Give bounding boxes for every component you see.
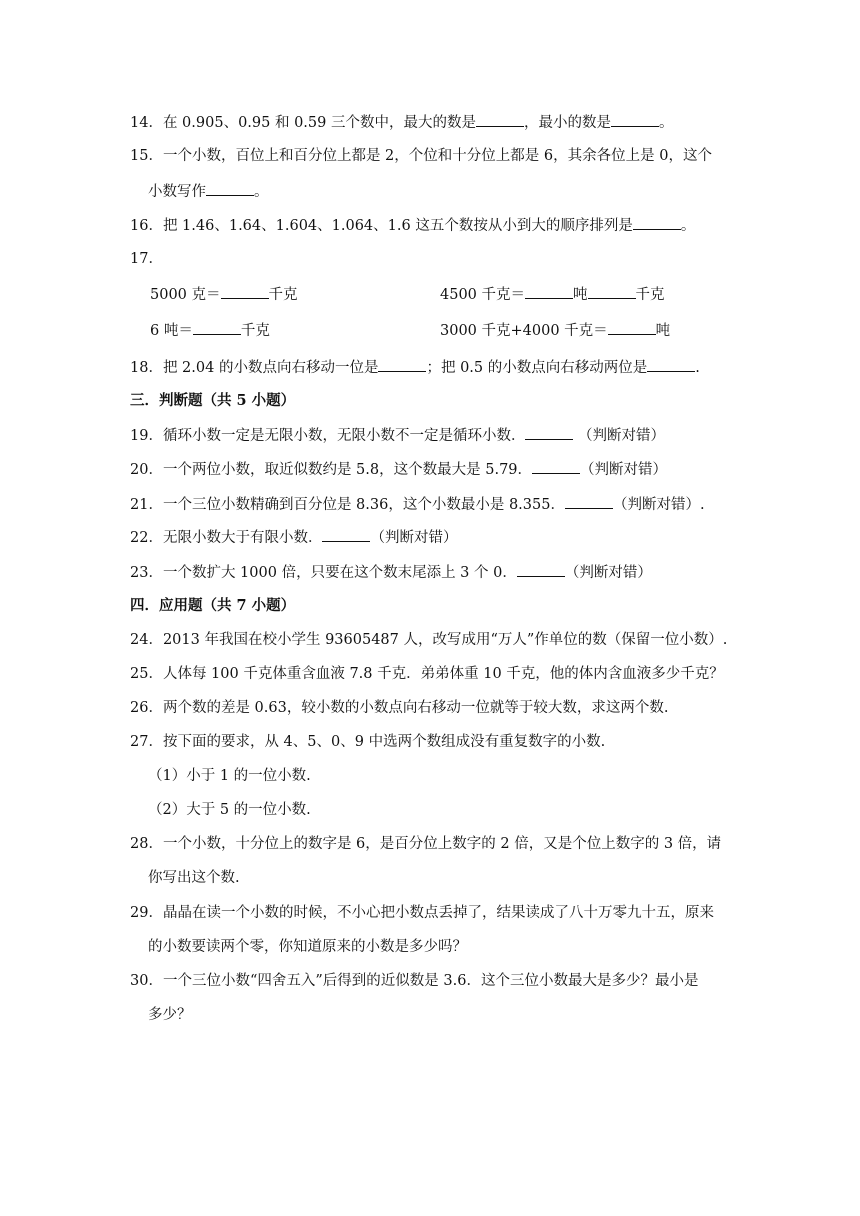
- question-20: [130, 459, 667, 480]
- question-26: [130, 698, 668, 718]
- answer-blank[interactable]: [206, 181, 254, 196]
- question-14: [130, 112, 673, 133]
- question-text: 在 0.905、0.95 和 0.59 三个数中，最大的数是: [162, 115, 476, 131]
- question-number: 27．: [130, 734, 163, 750]
- question-text: 两个数的差是 0.63，较小数的小数点向右移动一位就等于较大数，求这两个数.: [162, 700, 669, 716]
- question-text: 人体每 100 千克体重含血液 7.8 千克．弟弟体重 10 千克，他的体内含血液多少千克？: [162, 666, 724, 682]
- answer-blank[interactable]: [611, 112, 659, 127]
- question-number: 19．: [130, 428, 163, 444]
- answer-blank[interactable]: [221, 284, 269, 299]
- answer-blank[interactable]: [608, 320, 656, 335]
- question-number: 26．: [130, 700, 163, 716]
- question-24: [130, 630, 727, 650]
- answer-blank[interactable]: [532, 459, 580, 474]
- question-19: [130, 425, 665, 446]
- question-number: 23．: [130, 565, 163, 581]
- question-text: 一个三位小数精确到百分位是 8.36，这个小数最小是 8.355．: [162, 497, 565, 513]
- question-number: 24．: [130, 632, 163, 648]
- conversion-text: 4500 千克＝: [440, 287, 526, 303]
- section-heading-4: 四．应用题（共 7 小题）: [130, 597, 296, 614]
- question-number: 14．: [130, 115, 163, 131]
- answer-blank[interactable]: [322, 527, 370, 542]
- conversion-item: [150, 320, 270, 341]
- question-25: [130, 664, 724, 684]
- question-text: 把 1.46、1.64、1.604、1.064、1.6 这五个数按从小到大的顺序排列是: [162, 218, 633, 234]
- question-text: 2013 年我国在校小学生 93605487 人，改写成用“万人”作单位的数（保留一位小数）.: [162, 632, 728, 648]
- question-15-continued: [148, 181, 269, 202]
- question-hint: （判断对错）: [573, 428, 666, 444]
- conversion-text: 6 吨＝: [150, 323, 193, 339]
- question-number: 30．: [130, 973, 163, 989]
- question-number: 20．: [130, 462, 163, 478]
- question-17: [130, 249, 163, 269]
- question-number: 22．: [130, 530, 163, 546]
- question-18: [130, 357, 700, 378]
- question-text: 一个三位小数“四舍五入”后得到的近似数是 3.6．这个三位小数最大是多少？最小是: [162, 973, 699, 989]
- conversion-item: [150, 284, 298, 305]
- question-number: 29．: [130, 905, 163, 921]
- question-29-continued: 的小数要读两个零，你知道原来的小数是多少吗？: [148, 939, 467, 955]
- question-hint: （判断对错）: [370, 530, 458, 546]
- question-30-continued: 多少？: [148, 1007, 192, 1023]
- conversion-text: 5000 克＝: [150, 287, 221, 303]
- question-number: 15．: [130, 148, 163, 164]
- question-hint: （判断对错）: [580, 462, 668, 478]
- answer-blank[interactable]: [647, 357, 695, 372]
- question-27-part-1: （1）小于 1 的一位小数.: [148, 768, 311, 784]
- question-text: 把 2.04 的小数点向右移动一位是: [162, 360, 379, 376]
- question-text: 一个小数，十分位上的数字是 6，是百分位上数字的 2 倍，又是个位上数字的 3 倍，请: [162, 836, 722, 852]
- conversion-unit: 千克: [268, 287, 298, 303]
- question-text: ，最小的数是: [523, 115, 611, 131]
- question-text: 无限小数大于有限小数．: [162, 530, 323, 546]
- question-hint: （判断对错）: [564, 565, 652, 581]
- question-text: 一个数扩大 1000 倍，只要在这个数末尾添上 3 个 0．: [162, 565, 517, 581]
- question-text: 一个小数，百位上和百分位上都是 2，个位和十分位上都是 6，其余各位上是 0，这个: [162, 148, 712, 164]
- answer-blank[interactable]: [565, 494, 613, 509]
- question-23: [130, 562, 652, 583]
- answer-blank[interactable]: [525, 425, 573, 440]
- question-28: [130, 834, 721, 854]
- question-text: 小数写作: [148, 184, 206, 200]
- question-text: 晶晶在读一个小数的时候，不小心把小数点丢掉了，结果读成了八十万零九十五，原来: [162, 905, 714, 921]
- question-15: [130, 146, 712, 166]
- answer-blank[interactable]: [378, 357, 426, 372]
- conversion-unit: 吨: [655, 323, 671, 339]
- conversion-unit: 吨: [573, 287, 588, 303]
- question-21: [130, 494, 705, 515]
- answer-blank[interactable]: [517, 562, 565, 577]
- answer-blank[interactable]: [588, 284, 636, 299]
- question-16: [130, 215, 695, 236]
- answer-blank[interactable]: [525, 284, 573, 299]
- answer-blank[interactable]: [193, 320, 241, 335]
- answer-blank[interactable]: [633, 215, 681, 230]
- conversion-item: [440, 320, 670, 341]
- conversion-unit: 千克: [240, 323, 270, 339]
- question-27: [130, 732, 605, 752]
- question-text: .: [695, 360, 700, 376]
- question-number: 25．: [130, 666, 163, 682]
- conversion-item: [440, 284, 665, 305]
- question-22: [130, 527, 457, 548]
- question-29: [130, 903, 714, 923]
- question-27-part-2: （2）大于 5 的一位小数.: [148, 802, 311, 818]
- question-28-continued: 你写出这个数.: [148, 870, 240, 886]
- conversion-text: 3000 千克+4000 千克＝: [440, 323, 608, 339]
- question-number: 16．: [130, 218, 163, 234]
- question-hint: （判断对错）.: [612, 497, 705, 513]
- question-text: ；把 0.5 的小数点向右移动两位是: [426, 360, 648, 376]
- question-text: 循环小数一定是无限小数，无限小数不一定是循环小数．: [162, 428, 526, 444]
- question-number: 28．: [130, 836, 163, 852]
- question-text: 一个两位小数，取近似数约是 5.8，这个数最大是 5.79．: [162, 462, 533, 478]
- question-number: 21．: [130, 497, 163, 513]
- answer-blank[interactable]: [476, 112, 524, 127]
- question-text: 按下面的要求，从 4、5、0、9 中选两个数组成没有重复数字的小数.: [162, 734, 606, 750]
- question-30: [130, 971, 698, 991]
- question-text: 。: [680, 218, 696, 234]
- question-text: 。: [658, 115, 674, 131]
- question-number: 17．: [130, 251, 163, 267]
- section-heading-3: 三．判断题（共 5 小题）: [130, 392, 296, 409]
- question-text: 。: [254, 184, 269, 200]
- question-number: 18．: [130, 360, 163, 376]
- conversion-unit: 千克: [635, 287, 665, 303]
